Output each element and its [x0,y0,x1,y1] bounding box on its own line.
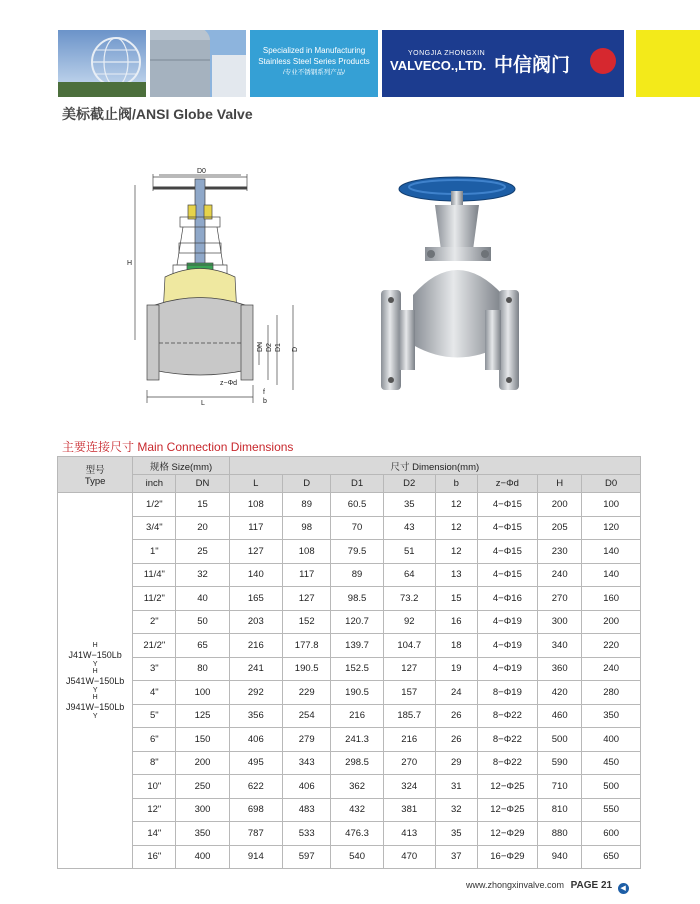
table-cell: 413 [383,822,435,846]
table-cell: 476.3 [331,822,383,846]
table-cell: 292 [229,681,282,705]
table-row [58,728,641,752]
column-header: D2 [383,475,435,493]
column-header: b [435,475,477,493]
table-cell: 21/2" [133,634,176,658]
table-cell: 80 [176,657,229,681]
table-cell: 65 [176,634,229,658]
table-cell: 50 [176,610,229,634]
valve-technical-drawing [125,165,315,410]
header-photo-tanks [150,30,246,97]
table-cell: 406 [282,775,331,799]
table-cell: 12−Φ25 [477,775,537,799]
table-cell: 12 [435,493,477,517]
table-cell: 185.7 [383,704,435,728]
label-d1: D1 [275,343,282,352]
table-row [58,493,641,517]
table-cell: 26 [435,704,477,728]
table-cell: 381 [383,798,435,822]
type-line: J941W−150Lb [66,701,125,712]
table-cell: 4−Φ15 [477,516,537,540]
label-d: D [292,346,299,352]
footer [466,880,629,894]
table-cell: 324 [383,775,435,799]
table-cell: 32 [435,798,477,822]
table-cell: 152.5 [331,657,383,681]
table-cell: 200 [582,610,641,634]
header-tagline [250,30,378,97]
table-row [58,563,641,587]
table-cell: 914 [229,845,282,869]
table-cell: 280 [582,681,641,705]
table-cell: 35 [383,493,435,517]
table-row [58,681,641,705]
table-cell: 40 [176,587,229,611]
table-row [58,610,641,634]
table-cell: 160 [582,587,641,611]
table-cell: 216 [229,634,282,658]
arrow-icon: ◀ [618,883,629,894]
table-row [58,751,641,775]
table-cell: 15 [435,587,477,611]
table-row [58,822,641,846]
table-row [58,634,641,658]
yellow-tab [636,30,700,97]
table-cell: 157 [383,681,435,705]
table-cell: 79.5 [331,540,383,564]
table-cell: 16−Φ29 [477,845,537,869]
table-cell: 98 [282,516,331,540]
table-cell: 73.2 [383,587,435,611]
table-cell: 432 [331,798,383,822]
dimension-header: 尺寸 Dimension(mm) [229,457,640,475]
table-cell: 16 [435,610,477,634]
table-cell: 940 [538,845,582,869]
column-header: DN [176,475,229,493]
table-cell: 240 [538,563,582,587]
table-cell: 350 [582,704,641,728]
table-cell: 600 [582,822,641,846]
table-cell: 177.8 [282,634,331,658]
table-cell: 495 [229,751,282,775]
table-cell: 880 [538,822,582,846]
column-header: L [229,475,282,493]
table-cell: 540 [331,845,383,869]
table-cell: 340 [538,634,582,658]
table-cell: 14" [133,822,176,846]
table-cell: 127 [282,587,331,611]
table-cell: 19 [435,657,477,681]
tagline-line2: Stainless Steel Series Products [258,57,370,66]
table-cell: 140 [582,540,641,564]
table-cell: 100 [582,493,641,517]
type-cell [58,493,133,869]
table-cell: 8−Φ22 [477,728,537,752]
table-cell: 98.5 [331,587,383,611]
table-cell: 200 [176,751,229,775]
table-cell: 205 [538,516,582,540]
table-cell: 139.7 [331,634,383,658]
table-cell: 25 [176,540,229,564]
table-cell: 89 [282,493,331,517]
table-cell: 362 [331,775,383,799]
label-zd: z−Φd [220,380,238,387]
label-f: f [263,389,265,396]
table-cell: 32 [176,563,229,587]
type-line: H [92,667,98,675]
table-cell: 500 [582,775,641,799]
table-cell: 400 [176,845,229,869]
table-cell: 220 [582,634,641,658]
table-body [58,493,641,869]
table-cell: 203 [229,610,282,634]
column-header: H [538,475,582,493]
table-cell: 12 [435,540,477,564]
table-cell: 13 [435,563,477,587]
table-cell: 298.5 [331,751,383,775]
label-h: H [127,260,133,267]
table-cell: 360 [538,657,582,681]
table-cell: 140 [582,563,641,587]
table-cell: 60.5 [331,493,383,517]
table-cell: 190.5 [331,681,383,705]
brand-logo-icon [590,48,616,74]
table-cell: 12−Φ29 [477,822,537,846]
table-cell: 343 [282,751,331,775]
table-cell: 450 [582,751,641,775]
table-cell: 100 [176,681,229,705]
type-line: J541W−150Lb [66,675,125,686]
table-cell: 31 [435,775,477,799]
table-cell: 1" [133,540,176,564]
table-row [58,657,641,681]
column-header: D [282,475,331,493]
column-header: D1 [331,475,383,493]
table-cell: 250 [176,775,229,799]
table-cell: 300 [538,610,582,634]
table-cell: 15 [176,493,229,517]
table-cell: 140 [229,563,282,587]
table-cell: 37 [435,845,477,869]
table-cell: 4−Φ15 [477,493,537,517]
column-header-row [58,475,641,493]
table-cell: 117 [229,516,282,540]
brand-small: YONGJIA ZHONGXIN [408,50,486,57]
column-header: D0 [582,475,641,493]
table-cell: 590 [538,751,582,775]
table-cell: 11/4" [133,563,176,587]
table-cell: 787 [229,822,282,846]
table-cell: 92 [383,610,435,634]
type-line: Y [92,686,98,694]
table-cell: 350 [176,822,229,846]
table-cell: 2" [133,610,176,634]
table-cell: 5" [133,704,176,728]
table-cell: 190.5 [282,657,331,681]
table-row [58,704,641,728]
table-cell: 108 [282,540,331,564]
table-cell: 4−Φ19 [477,634,537,658]
table-row [58,798,641,822]
page-title: 美标截止阀/ANSI Globe Valve [62,106,253,122]
type-header-en: Type [84,476,106,487]
label-l: L [201,400,205,407]
table-cell: 500 [538,728,582,752]
table-cell: 16" [133,845,176,869]
table-cell: 117 [282,563,331,587]
table-cell: 216 [383,728,435,752]
section-title: 主要连接尺寸 Main Connection Dimensions [62,440,294,454]
table-cell: 216 [331,704,383,728]
table-cell: 241.3 [331,728,383,752]
table-cell: 3" [133,657,176,681]
table-row [58,516,641,540]
table-cell: 20 [176,516,229,540]
table-cell: 64 [383,563,435,587]
table-cell: 550 [582,798,641,822]
table-cell: 165 [229,587,282,611]
tagline-cn: /专业不锈钢系列产品/ [282,69,346,76]
table-cell: 698 [229,798,282,822]
table-cell: 150 [176,728,229,752]
size-header: 规格 Size(mm) [133,457,229,475]
brand-cn: 中信阀门 [494,54,571,76]
table-cell: 125 [176,704,229,728]
table-cell: 533 [282,822,331,846]
table-cell: 270 [383,751,435,775]
valve-product-photo [375,175,525,400]
table-cell: 8−Φ19 [477,681,537,705]
table-cell: 240 [582,657,641,681]
table-cell: 43 [383,516,435,540]
table-cell: 356 [229,704,282,728]
type-header-cn: 型号 [85,465,105,476]
label-d0: D0 [197,168,206,175]
table-cell: 11/2" [133,587,176,611]
table-row [58,845,641,869]
table-cell: 300 [176,798,229,822]
table-cell: 650 [582,845,641,869]
table-cell: 104.7 [383,634,435,658]
table-cell: 51 [383,540,435,564]
table-cell: 108 [229,493,282,517]
table-cell: 152 [282,610,331,634]
tagline-line1: Specialized in Manufacturing [262,46,366,55]
brand-banner [382,30,624,97]
type-line: Y [92,660,98,668]
table-cell: 400 [582,728,641,752]
table-cell: 4−Φ15 [477,563,537,587]
table-cell: 8−Φ22 [477,751,537,775]
table-cell: 230 [538,540,582,564]
table-cell: 4−Φ16 [477,587,537,611]
column-header: z−Φd [477,475,537,493]
table-cell: 127 [383,657,435,681]
brand-name: VALVECO.,LTD. [390,58,487,73]
table-cell: 4" [133,681,176,705]
table-row [58,540,641,564]
column-header: inch [133,475,176,493]
table-cell: 6" [133,728,176,752]
table-cell: 120.7 [331,610,383,634]
table-cell: 1/2" [133,493,176,517]
page-number: PAGE 21 [570,880,613,891]
table-cell: 622 [229,775,282,799]
table-cell: 4−Φ19 [477,657,537,681]
table-cell: 35 [435,822,477,846]
table-cell: 18 [435,634,477,658]
label-b: b [263,398,267,405]
table-cell: 127 [229,540,282,564]
header-photo-globe [58,30,146,97]
table-row [58,587,641,611]
table-cell: 710 [538,775,582,799]
table-cell: 12" [133,798,176,822]
table-cell: 470 [383,845,435,869]
table-cell: 26 [435,728,477,752]
table-cell: 460 [538,704,582,728]
table-cell: 8−Φ22 [477,704,537,728]
table-cell: 483 [282,798,331,822]
label-d2: D2 [266,343,273,352]
type-header [58,457,133,493]
table-cell: 12 [435,516,477,540]
table-row [58,775,641,799]
table-cell: 12−Φ25 [477,798,537,822]
table-cell: 200 [538,493,582,517]
table-cell: 70 [331,516,383,540]
type-line: H [92,693,98,701]
table-cell: 420 [538,681,582,705]
table-cell: 4−Φ15 [477,540,537,564]
table-cell: 810 [538,798,582,822]
dimensions-table [57,456,641,869]
footer-url: www.zhongxinvalve.com [466,880,565,890]
table-cell: 229 [282,681,331,705]
table-cell: 3/4" [133,516,176,540]
table-cell: 241 [229,657,282,681]
table-cell: 8" [133,751,176,775]
table-cell: 4−Φ19 [477,610,537,634]
table-cell: 254 [282,704,331,728]
type-line: J41W−150Lb [68,649,122,660]
table-cell: 120 [582,516,641,540]
label-dn: DN [257,341,264,352]
table-cell: 279 [282,728,331,752]
table-cell: 29 [435,751,477,775]
table-cell: 24 [435,681,477,705]
table-cell: 89 [331,563,383,587]
table-cell: 406 [229,728,282,752]
table-cell: 10" [133,775,176,799]
type-line: Y [92,712,98,720]
type-line: H [92,641,98,649]
table-cell: 597 [282,845,331,869]
table-cell: 270 [538,587,582,611]
